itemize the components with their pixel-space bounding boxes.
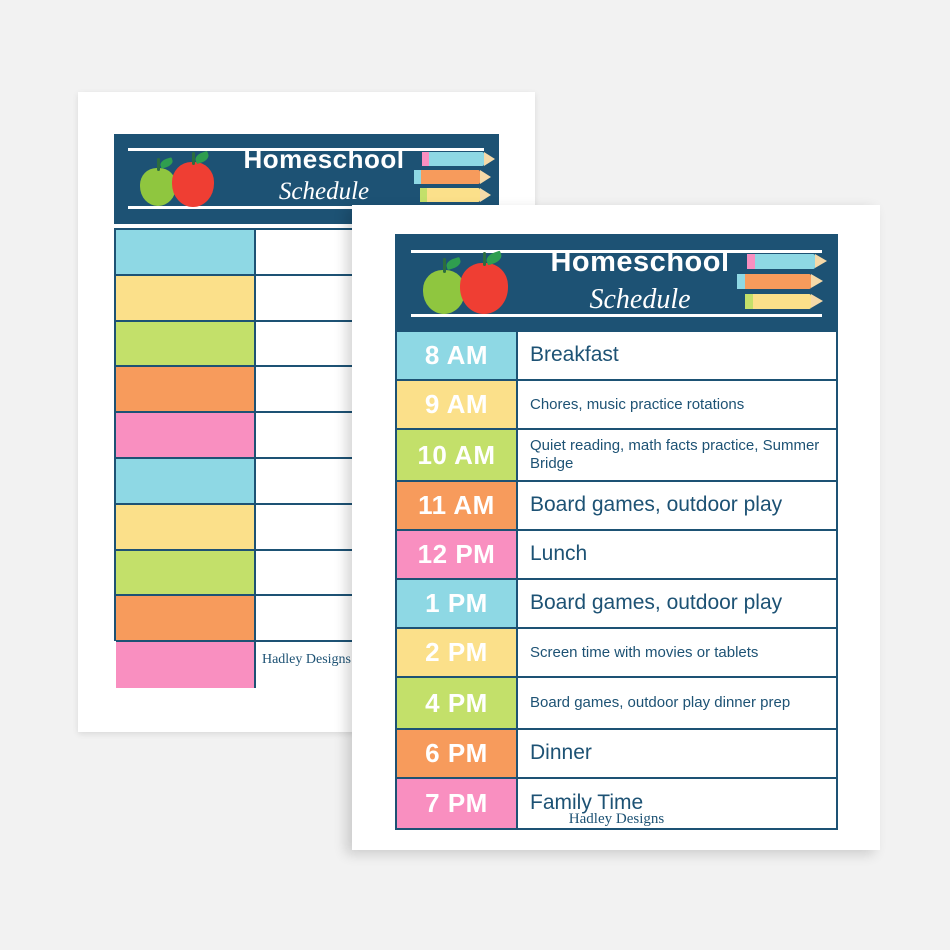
apple-red-icon	[172, 162, 214, 207]
table-row	[397, 332, 836, 381]
back-title-sub: Schedule	[278, 178, 370, 205]
page-title: Homeschool	[550, 246, 730, 278]
time-cell: 6 PM	[397, 730, 518, 777]
table-row	[397, 678, 836, 730]
time-cell: 7 PM	[397, 779, 518, 828]
time-cell: 8 AM	[397, 332, 518, 379]
pencil-cyan-tip	[484, 152, 495, 166]
time-cell: 10 AM	[397, 430, 518, 480]
back-time-cell	[116, 230, 256, 274]
table-row	[397, 730, 836, 779]
pencil-yellow-tip	[480, 188, 491, 202]
activity-cell: Lunch	[518, 531, 836, 578]
table-row	[397, 430, 836, 482]
table-row	[397, 482, 836, 531]
activity-cell: Board games, outdoor play	[518, 482, 836, 529]
table-row	[397, 629, 836, 678]
time-cell: 12 PM	[397, 531, 518, 578]
time-cell: 4 PM	[397, 678, 518, 728]
footer-credit: Hadley Designs	[568, 811, 665, 827]
apple-green-icon	[140, 168, 176, 206]
activity-cell: Chores, music practice rotations	[518, 381, 836, 428]
apple-green-leaf-icon	[445, 257, 462, 270]
activity-cell: Breakfast	[518, 332, 836, 379]
back-time-cell	[116, 367, 256, 411]
apple-green-icon	[423, 270, 465, 314]
page-subtitle: Schedule	[589, 284, 691, 315]
back-footer-credit: Hadley Designs	[261, 652, 352, 667]
pencil-yellow-tip	[811, 294, 823, 308]
back-title-main: Homeschool	[243, 144, 405, 174]
activity-cell: Board games, outdoor play dinner prep	[518, 678, 836, 728]
activity-cell: Family Time	[518, 779, 836, 828]
apple-red-leaf-icon	[485, 251, 503, 266]
back-time-cell	[116, 596, 256, 640]
activity-cell: Quiet reading, math facts practice, Summer Bridge	[518, 430, 836, 480]
time-cell: 2 PM	[397, 629, 518, 676]
schedule-table	[395, 332, 838, 830]
back-time-cell	[116, 413, 256, 457]
table-row	[397, 531, 836, 580]
back-time-cell	[116, 505, 256, 549]
activity-cell: Board games, outdoor play	[518, 580, 836, 627]
front-sheet-header	[395, 234, 838, 332]
back-time-cell	[116, 276, 256, 320]
front-schedule-sheet	[352, 205, 880, 850]
time-cell: 1 PM	[397, 580, 518, 627]
pencil-cyan-tip	[815, 254, 827, 268]
apple-red-leaf-icon	[194, 151, 210, 164]
back-time-cell	[116, 459, 256, 503]
apple-green-leaf-icon	[159, 157, 174, 169]
activity-cell: Dinner	[518, 730, 836, 777]
table-row	[397, 580, 836, 629]
back-time-cell	[116, 322, 256, 366]
time-cell: 9 AM	[397, 381, 518, 428]
activity-cell: Screen time with movies or tablets	[518, 629, 836, 676]
table-row	[397, 381, 836, 430]
pencil-orange-tip	[811, 274, 823, 288]
back-time-cell	[116, 551, 256, 595]
apple-red-icon	[460, 263, 508, 314]
pencil-orange-tip	[480, 170, 491, 184]
time-cell: 11 AM	[397, 482, 518, 529]
